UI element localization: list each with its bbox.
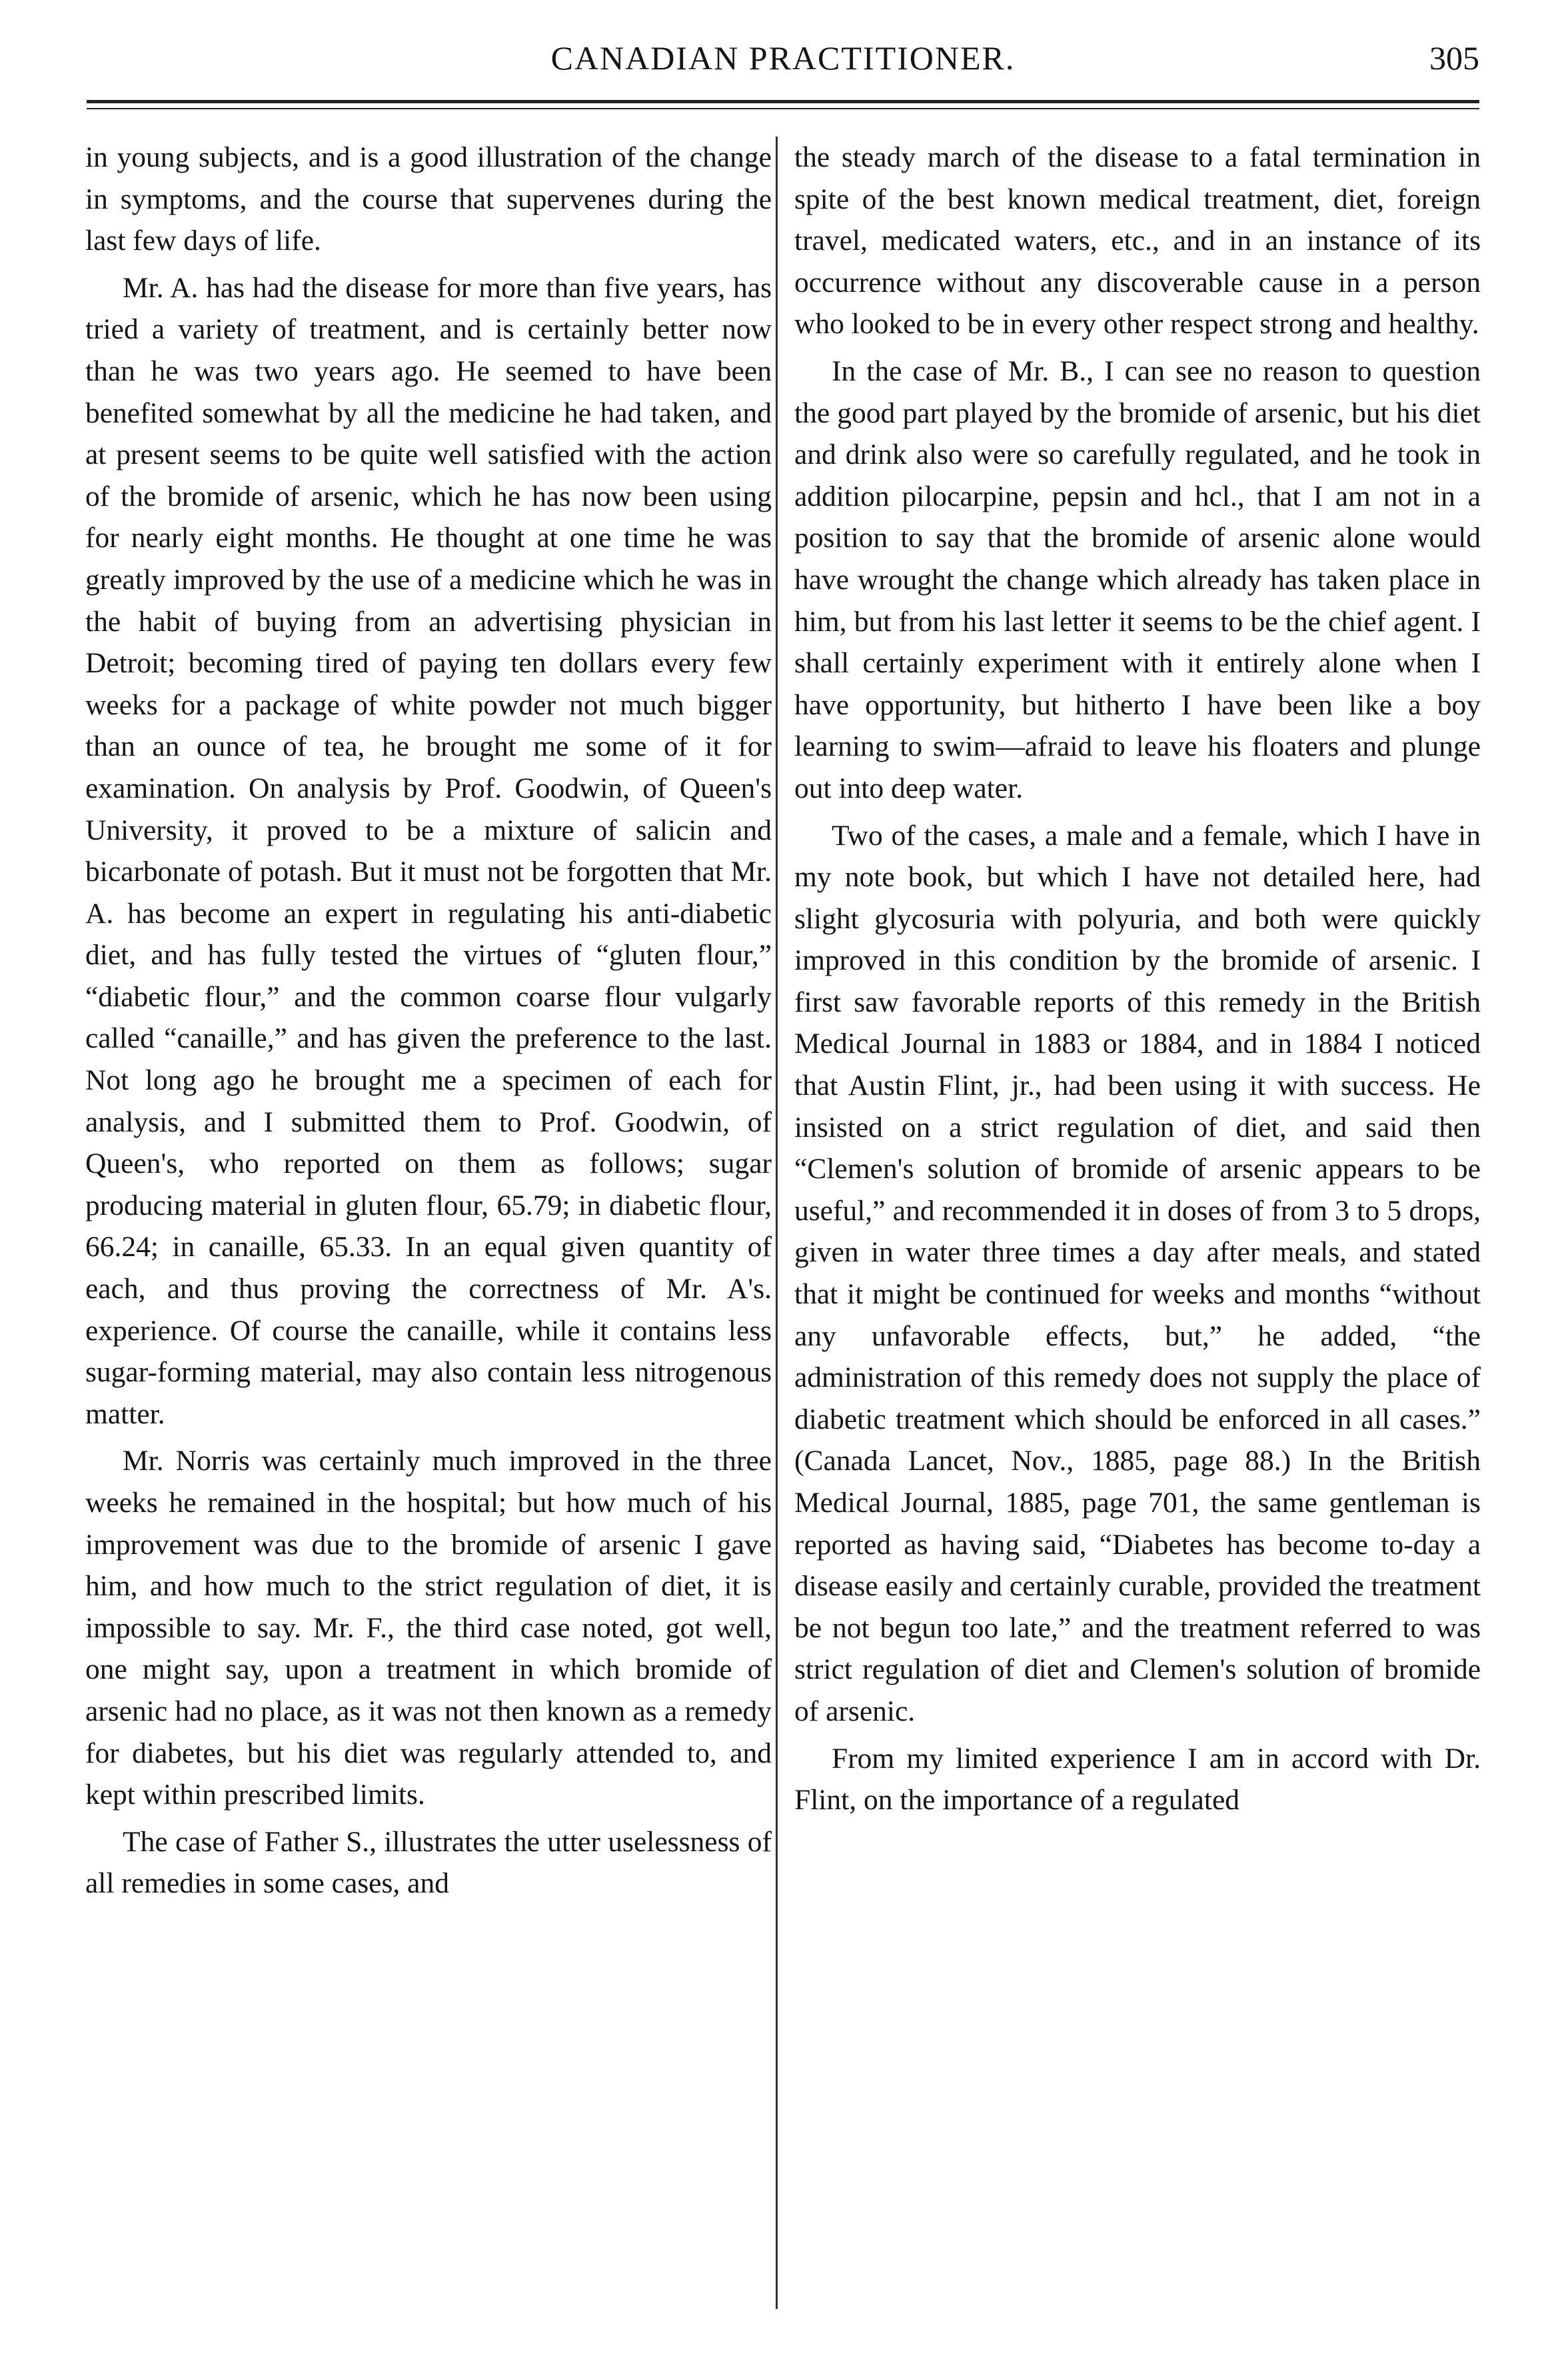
paragraph: Mr. Norris was certainly much improved in the three weeks he remained in the hospital; but how much of his improvement was due to the bromide of arsenic I gave him, and how much to the strict regulation of diet, it is impossible to say. Mr. F., the third case noted, got well, one might say, upon a treatment in which bromide of arsenic had no place, as it was not then known as a remedy for diabetes, but his diet was regularly attended to, and kept within prescribed limits.: [85, 1445, 772, 1811]
header-rule-thin: [87, 108, 1479, 109]
paragraph: Two of the cases, a male and a female, which I have in my note book, but which I have not detailed here, had slight glycosuria with polyuria, and both were quickly improved in this condition by the bromide of arsenic. I first saw favorable reports of this remedy in the British Medical Journal in 1883 or 1884, and in 1884 I noticed that Austin Flint, jr., had been using it with success. He insisted on a strict regulation of diet, and said then “Clemen's solution of bromide of arsenic appears to be useful,” and recommended it in doses of from 3 to 5 drops, given in water three times a day after meals, and stated that it might be continued for weeks and months “without any unfavorable effects, but,” he added, “the administration of this remedy does not supply the place of diabetic treatment which should be enforced in all cases.” (Canada Lancet, Nov., 1885, page 88.) In the British Medical Journal, 1885, page 701, the same gentleman is reported as having said, “Diabetes has become to-day a disease easily and certainly curable, provided the treatment be not begun too late,” and the treatment referred to was strict regulation of diet and Clemen's solution of bromide of arsenic.: [794, 819, 1481, 1727]
page-number: 305: [1429, 39, 1479, 77]
paragraph: The case of Father S., illustrates the utter uselessness of all remedies in some cases, and: [85, 1825, 772, 1900]
page-header: [87, 32, 1479, 92]
paragraph: in young subjects, and is a good illustration of the change in symptoms, and the course that supervenes during the last few days of life.: [85, 141, 772, 257]
left-column: [85, 137, 772, 1905]
running-title: CANADIAN PRACTITIONER.: [550, 39, 1016, 77]
paragraph: In the case of Mr. B., I can see no reason to question the good part played by the bromide of arsenic, but his diet and drink also were so carefully regulated, and he took in addition pilocarpine, pepsin and hcl., that I am not in a position to say that the bromide of arsenic alone would have wrought the change which already has taken place in him, but from his last letter it seems to be the chief agent. I shall certainly experiment with it entirely alone when I have opportunity, but hitherto I have been like a boy learning to swim—afraid to leave his floaters and plunge out into deep water.: [794, 355, 1481, 804]
paragraph: Mr. A. has had the disease for more than five years, has tried a variety of treatment, and is certainly better now than he was two years ago. He seemed to have been benefited somewhat by all the medicine he had taken, and at present seems to be quite well satisfied with the action of the bromide of arsenic, which he has now been using for nearly eight months. He thought at one time he was greatly improved by the use of a medicine which he was in the habit of buying from an advertising physician in Detroit; becoming tired of paying ten dollars every few weeks for a package of white powder not much bigger than an ounce of tea, he brought me some of it for examination. On analysis by Prof. Goodwin, of Queen's University, it proved to be a mixture of salicin and bicarbonate of potash. But it must not be forgotten that Mr. A. has become an expert in regulating his anti-diabetic diet, and has fully tested the virtues of “gluten flour,” “diabetic flour,” and the common coarse flour vulgarly called “canaille,” and has given the preference to the last. Not long ago he brought me a specimen of each for analysis, and I submitted them to Prof. Goodwin, of Queen's, who reported on them as follows; sugar producing material in gluten flour, 65.79; in diabetic flour, 66.24; in canaille, 65.33. In an equal given quantity of each, and thus proving the correctness of Mr. A's. experience. Of course the canaille, while it contains less sugar-forming material, may also contain less nitrogenous matter.: [85, 271, 772, 1430]
column-divider: [776, 137, 778, 2309]
header-rule-thick: [87, 100, 1479, 103]
right-column: [794, 137, 1481, 1821]
paragraph: From my limited experience I am in accord with Dr. Flint, on the importance of a regulated: [794, 1742, 1481, 1817]
paragraph: the steady march of the disease to a fatal termination in spite of the best known medical treatment, diet, foreign travel, medicated waters, etc., and in an instance of its occurrence without any discoverable cause in a person who looked to be in every other respect strong and healthy.: [794, 141, 1481, 341]
